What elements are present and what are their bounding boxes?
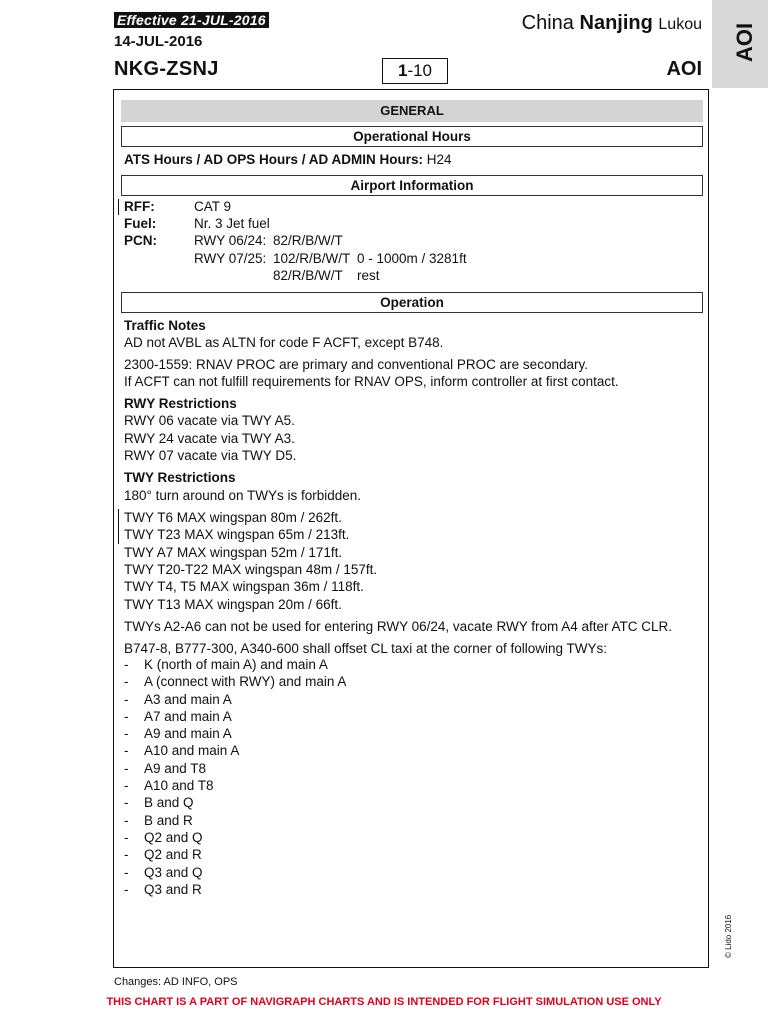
list-item-text: Q2 and Q — [144, 829, 203, 845]
list-dash: - — [124, 760, 129, 776]
offset-intro: B747-8, B777-300, A340-600 shall offset CL taxi at the corner of following TWYs: — [124, 641, 608, 656]
operational-hours-header: Operational Hours — [121, 126, 703, 147]
list-item — [124, 812, 346, 829]
list-dash: - — [124, 674, 129, 690]
list-item — [124, 881, 346, 898]
list-item-text: A9 and main A — [144, 726, 232, 742]
twy-restrictions-title: TWY Restrictions — [124, 470, 236, 485]
twy-restriction-5: TWY T20-T22 MAX wingspan 48m / 157ft. — [124, 562, 378, 577]
twy-restriction-6: TWY T4, T5 MAX wingspan 36m / 118ft. — [124, 579, 364, 594]
list-item — [124, 864, 346, 881]
list-item — [124, 673, 346, 690]
list-item — [124, 777, 346, 794]
issue-date: 14-JUL-2016 — [114, 33, 203, 50]
section-tab-label: AOI — [732, 22, 757, 62]
list-dash: - — [124, 691, 129, 707]
list-dash: - — [124, 881, 129, 897]
page-number-main: 1 — [397, 61, 408, 80]
fuel-value: Nr. 3 Jet fuel — [194, 216, 270, 231]
country-name: China — [521, 12, 574, 34]
list-item — [124, 708, 346, 725]
pcn-rwy-0725: RWY 07/25: — [194, 251, 267, 266]
pcn-value-0725: 102/R/B/W/T — [273, 251, 351, 266]
list-dash: - — [124, 743, 129, 759]
rff-value: CAT 9 — [194, 199, 232, 214]
traffic-notes-title: Traffic Notes — [124, 318, 206, 333]
traffic-note-3: If ACFT can not fulfill requirements for RNAV OPS, inform controller at first contact. — [124, 374, 619, 389]
section-tab — [712, 0, 768, 88]
twy-restriction-3: TWY T23 MAX wingspan 65m / 213ft. — [124, 527, 350, 542]
twy-restriction-8: TWYs A2-A6 can not be used for entering RWY 06/24, vacate RWY from A4 after ATC CLR. — [124, 619, 673, 634]
operation-header: Operation — [121, 292, 703, 313]
list-item-text: K (north of main A) and main A — [144, 657, 328, 672]
list-dash: - — [124, 812, 129, 828]
effective-date-badge: Effective 21-JUL-2016 — [114, 12, 269, 28]
city-name: Nanjing — [579, 12, 653, 34]
operational-hours-value: H24 — [426, 152, 452, 167]
list-item-text: A (connect with RWY) and main A — [144, 674, 347, 690]
list-item-text: Q3 and Q — [144, 864, 203, 880]
page-number — [382, 58, 448, 84]
list-item — [124, 725, 346, 742]
simulation-disclaimer: THIS CHART IS A PART OF NAVIGRAPH CHARTS AND IS INTENDED FOR FLIGHT SIMULATION USE ONLY — [106, 996, 662, 1008]
list-dash: - — [124, 657, 129, 672]
list-item — [124, 742, 346, 759]
list-dash: - — [124, 864, 129, 880]
airport-information-header: Airport Information — [121, 175, 703, 196]
changes-note: Changes: AD INFO, OPS — [114, 976, 238, 988]
rwy-restriction-3: RWY 07 vacate via TWY D5. — [124, 448, 297, 463]
list-dash: - — [124, 778, 129, 794]
list-item-text: A10 and T8 — [144, 778, 214, 794]
list-item — [124, 846, 346, 863]
copyright-notice: © Lido 2016 — [724, 914, 733, 958]
section-code: AOI — [666, 58, 702, 80]
fuel-label: Fuel: — [124, 216, 157, 231]
list-dash: - — [124, 829, 129, 845]
twy-restriction-7: TWY T13 MAX wingspan 20m / 66ft. — [124, 597, 342, 612]
list-dash: - — [124, 847, 129, 863]
list-item — [124, 656, 346, 673]
page-number-sub: -10 — [407, 61, 433, 80]
list-item-text: A7 and main A — [144, 708, 232, 724]
airport-name: Lukou — [658, 16, 702, 33]
rwy-restriction-1: RWY 06 vacate via TWY A5. — [124, 413, 295, 428]
pcn-label: PCN: — [124, 233, 157, 248]
list-item-text: B and Q — [144, 795, 194, 811]
rff-label: RFF: — [124, 199, 155, 214]
list-item-text: B and R — [144, 812, 193, 828]
operational-hours-label: ATS Hours / AD OPS Hours / AD ADMIN Hours: — [124, 152, 424, 167]
airport-code: NKG-ZSNJ — [114, 58, 219, 80]
list-item-text: Q2 and R — [144, 847, 202, 863]
list-item — [124, 760, 346, 777]
traffic-note-1: AD not AVBL as ALTN for code F ACFT, except B748. — [124, 335, 444, 350]
list-dash: - — [124, 708, 129, 724]
list-dash: - — [124, 795, 129, 811]
general-header: GENERAL — [121, 100, 703, 122]
pcn-range-rest: rest — [357, 268, 380, 283]
traffic-note-2: 2300-1559: RNAV PROC are primary and conventional PROC are secondary. — [124, 357, 588, 372]
list-item-text: A3 and main A — [144, 691, 232, 707]
offset-list — [124, 656, 346, 898]
pcn-value-0624: 82/R/B/W/T — [273, 233, 343, 248]
operational-hours-row — [124, 151, 452, 168]
rwy-restriction-2: RWY 24 vacate via TWY A3. — [124, 431, 295, 446]
list-item-text: A10 and main A — [144, 743, 240, 759]
list-item-text: Q3 and R — [144, 881, 202, 897]
pcn-value-0725-rest: 82/R/B/W/T — [273, 268, 343, 283]
pcn-rwy-0624: RWY 06/24: — [194, 233, 267, 248]
list-item-text: A9 and T8 — [144, 760, 207, 776]
pcn-range-0725: 0 - 1000m / 3281ft — [357, 251, 467, 266]
twy-restriction-1: 180° turn around on TWYs is forbidden. — [124, 488, 362, 503]
twy-restriction-4: TWY A7 MAX wingspan 52m / 171ft. — [124, 545, 343, 560]
list-item — [124, 829, 346, 846]
airport-location — [522, 12, 702, 35]
twy-restriction-2: TWY T6 MAX wingspan 80m / 262ft. — [124, 510, 342, 525]
list-dash: - — [124, 726, 129, 742]
change-bar — [118, 509, 119, 544]
list-item — [124, 691, 346, 708]
rwy-restrictions-title: RWY Restrictions — [124, 396, 237, 411]
list-item — [124, 794, 346, 811]
change-bar — [118, 199, 119, 215]
